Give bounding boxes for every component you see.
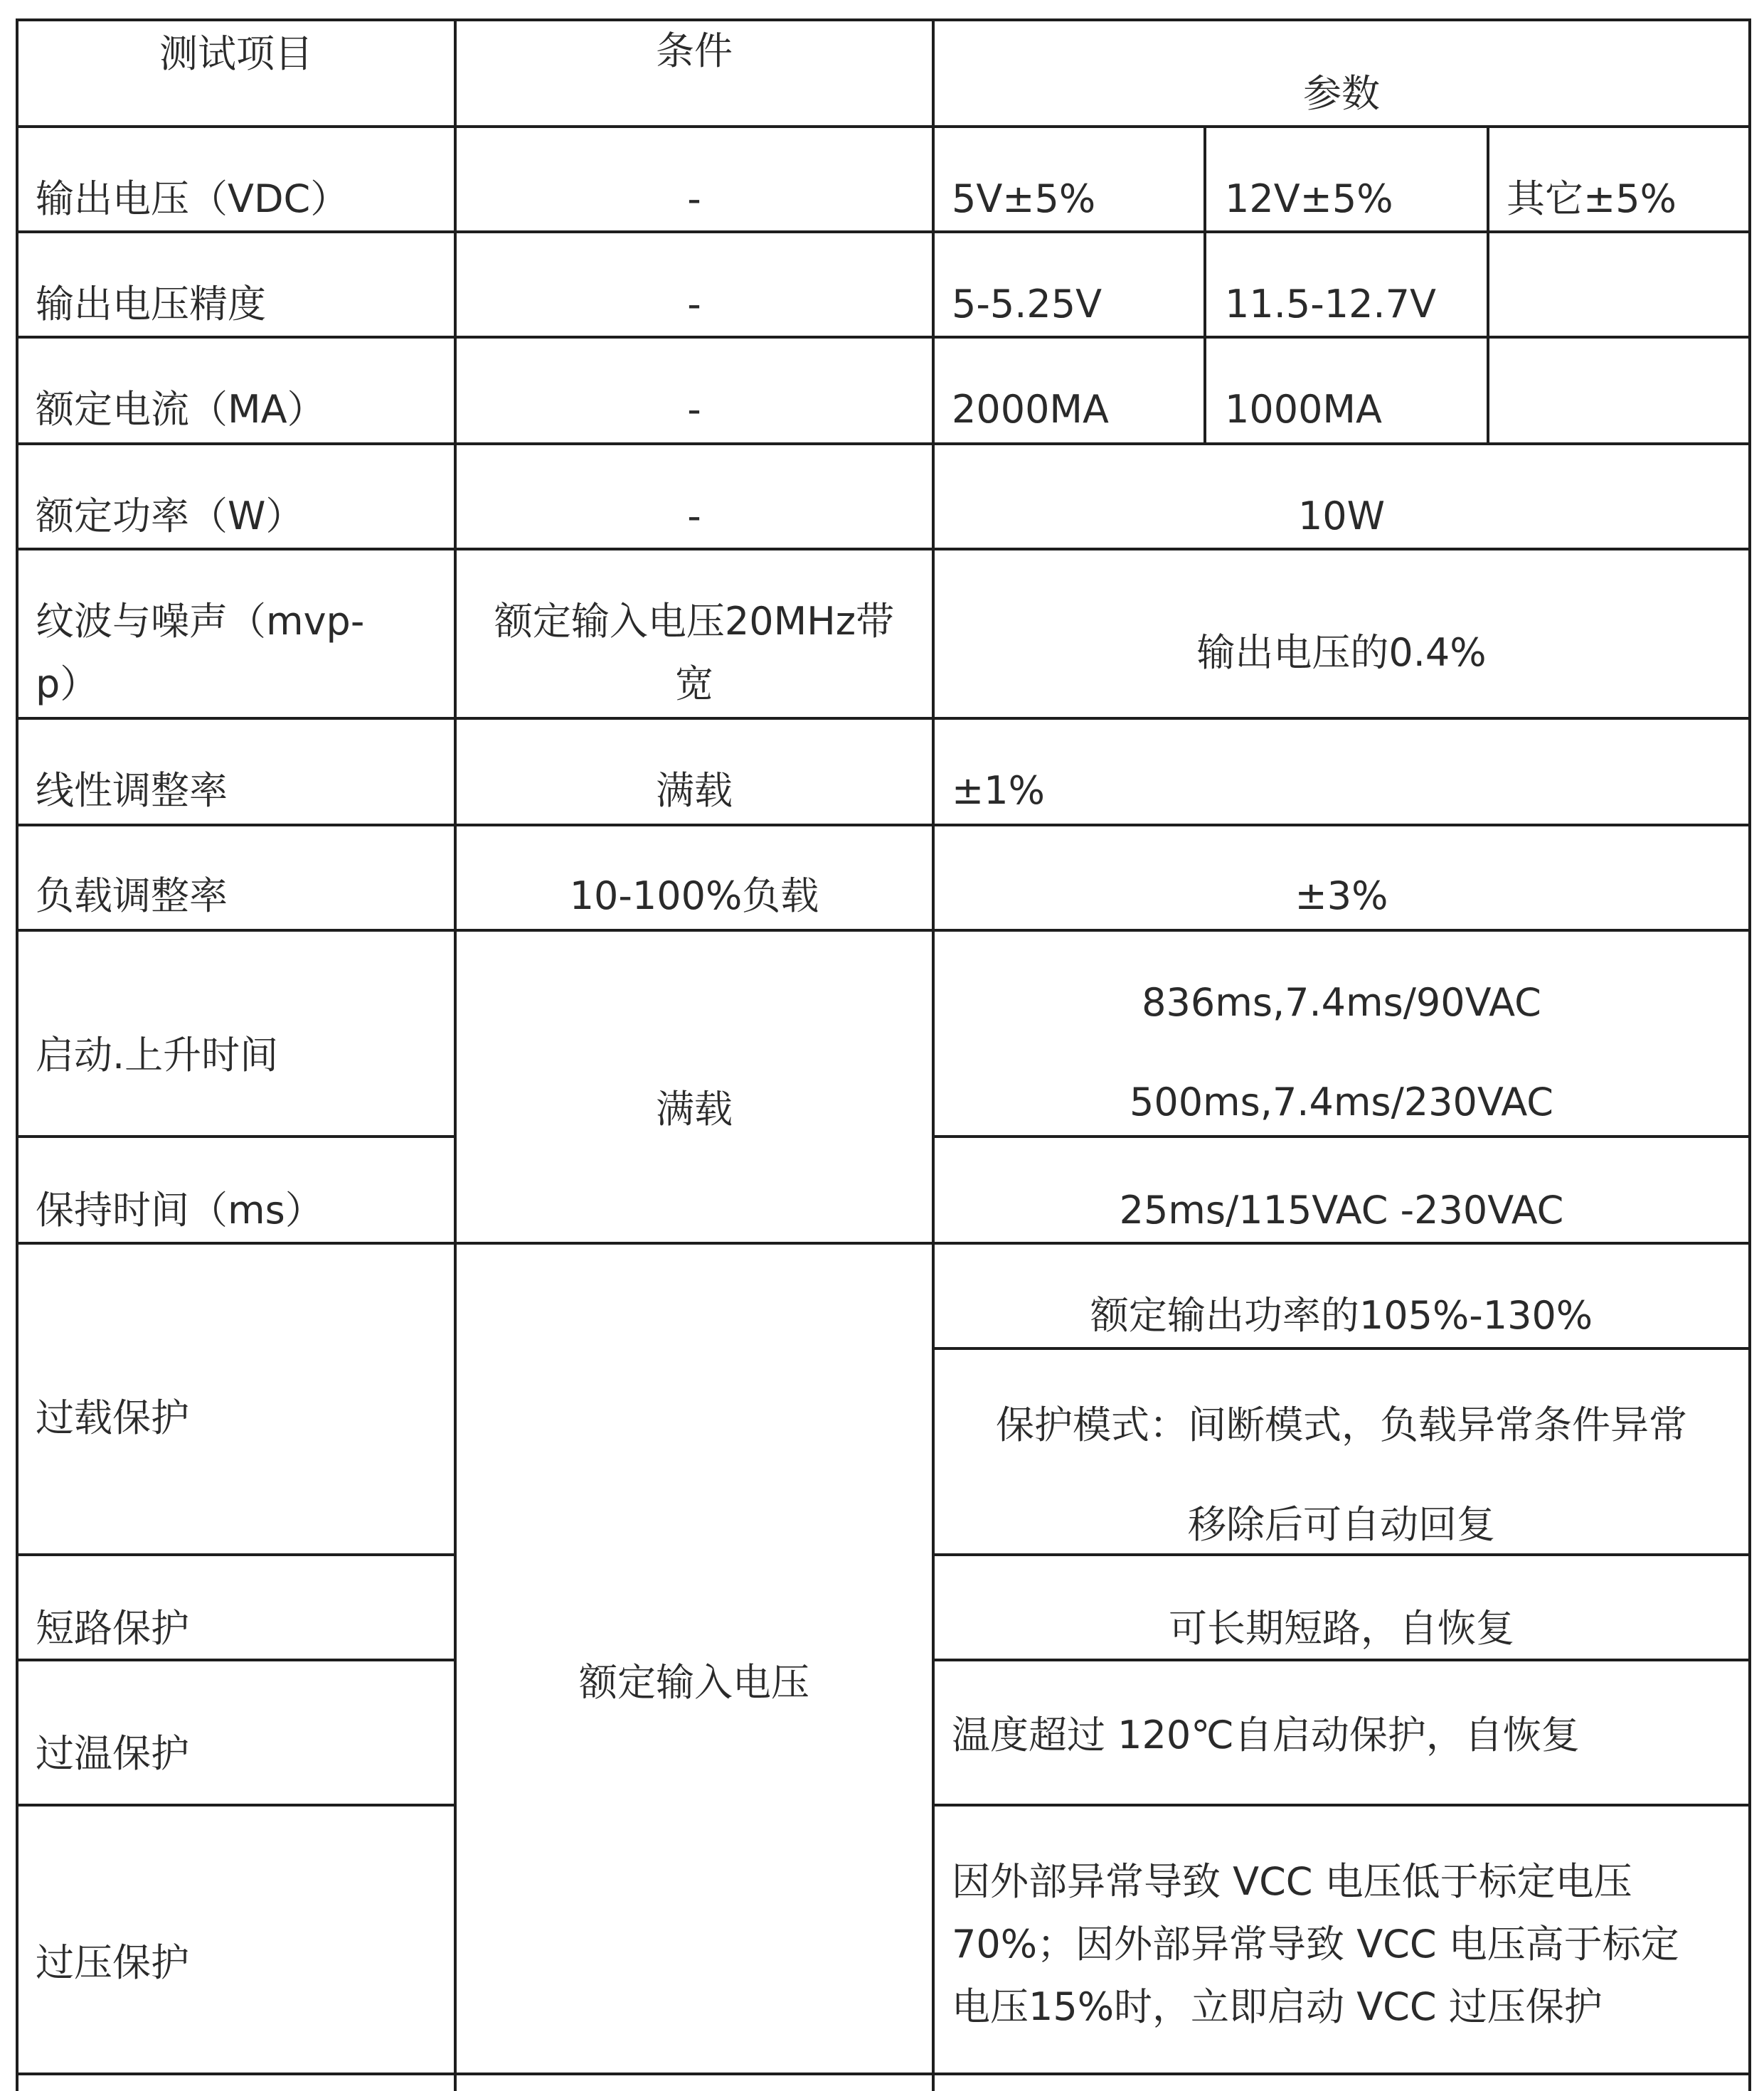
row-ripple-noise-condition-line2: 宽	[675, 661, 713, 706]
grid-line	[1487, 125, 1489, 445]
grid-line	[16, 18, 18, 2091]
row-hold-time-value: 25ms/115VAC -230VAC	[1119, 1188, 1564, 1233]
row-full-load-condition: 满载	[656, 1087, 733, 1132]
row-startup-value-line1: 836ms,7.4ms/90VAC	[1142, 980, 1541, 1025]
row-voltage-accuracy-5v: 5-5.25V	[952, 282, 1102, 326]
row-rated-current-condition: -	[687, 387, 701, 432]
grid-line	[932, 1347, 1751, 1350]
grid-line	[932, 1659, 1751, 1661]
grid-line	[16, 548, 1751, 550]
row-rated-current-item: 额定电流（MA）	[36, 387, 326, 432]
row-line-regulation-value: ±1%	[952, 768, 1045, 813]
row-rated-power-value: 10W	[1297, 494, 1386, 538]
row-over-voltage-item: 过压保护	[36, 1940, 189, 1985]
row-voltage-accuracy-12v: 11.5-12.7V	[1225, 282, 1436, 326]
row-rated-input-condition: 额定输入电压	[579, 1660, 809, 1705]
row-ripple-noise-condition-line1: 额定输入电压20MHz带	[494, 599, 895, 644]
row-load-regulation-item: 负载调整率	[36, 873, 228, 918]
row-startup-value-line2: 500ms,7.4ms/230VAC	[1129, 1080, 1554, 1124]
row-over-temp-value: 温度超过 120℃自启动保护，自恢复	[952, 1713, 1580, 1757]
header-parameters: 参数	[1303, 71, 1380, 116]
row-short-circuit-value: 可长期短路，自恢复	[1169, 1606, 1514, 1651]
grid-line	[16, 717, 1751, 720]
row-rated-current-12v: 1000MA	[1225, 387, 1382, 432]
grid-line	[932, 1135, 1751, 1138]
grid-line	[1204, 125, 1206, 445]
grid-line	[16, 230, 1751, 233]
row-load-regulation-condition: 10-100%负载	[569, 873, 819, 918]
row-load-regulation-value: ±3%	[1295, 873, 1388, 918]
grid-line	[16, 1242, 1751, 1245]
row-line-regulation-item: 线性调整率	[36, 768, 228, 813]
row-ripple-noise-item-line2: p）	[36, 661, 99, 706]
grid-line	[16, 336, 1751, 339]
grid-line	[16, 2073, 1751, 2075]
grid-line	[16, 1659, 457, 1661]
grid-line	[16, 1553, 457, 1556]
row-startup-item: 启动.上升时间	[36, 1033, 279, 1078]
row-overload-value2-line1: 保护模式：间断模式，负载异常条件异常	[996, 1403, 1687, 1447]
row-output-voltage-condition: -	[687, 176, 701, 221]
row-overload-value1: 额定输出功率的105%-130%	[1090, 1293, 1593, 1338]
row-output-voltage-5v: 5V±5%	[952, 176, 1096, 221]
row-short-circuit-item: 短路保护	[36, 1606, 189, 1651]
row-hold-time-item: 保持时间（ms）	[36, 1188, 324, 1233]
row-over-voltage-value-line2: 70%；因外部异常导致 VCC 电压高于标定	[952, 1922, 1679, 1967]
row-overload-item: 过载保护	[36, 1395, 189, 1440]
row-output-voltage-other: 其它±5%	[1507, 176, 1677, 221]
row-rated-current-5v: 2000MA	[952, 387, 1109, 432]
grid-line	[16, 1135, 457, 1138]
grid-line	[932, 18, 935, 2091]
grid-line	[16, 18, 1751, 21]
header-test-item: 测试项目	[159, 31, 313, 76]
row-over-voltage-value-line3: 电压15%时，立即启动 VCC 过压保护	[952, 1984, 1603, 2029]
grid-line	[932, 1804, 1751, 1807]
grid-line	[454, 18, 457, 2091]
row-ripple-noise-value: 输出电压的0.4%	[1196, 630, 1487, 675]
row-over-temp-item: 过温保护	[36, 1731, 189, 1776]
row-voltage-accuracy-condition: -	[687, 282, 701, 326]
row-voltage-accuracy-item: 输出电压精度	[36, 282, 266, 326]
row-line-regulation-condition: 满载	[656, 768, 733, 813]
grid-line	[1748, 18, 1751, 2091]
row-output-voltage-item: 输出电压（VDC）	[36, 176, 349, 221]
row-rated-power-item: 额定功率（W）	[36, 494, 304, 538]
row-overload-value2-line2: 移除后可自动回复	[1188, 1502, 1495, 1547]
row-over-voltage-value-line1: 因外部异常导致 VCC 电压低于标定电压	[952, 1859, 1632, 1904]
row-output-voltage-12v: 12V±5%	[1225, 176, 1393, 221]
row-ripple-noise-item-line1: 纹波与噪声（mvp-	[36, 599, 365, 644]
grid-line	[932, 1553, 1751, 1556]
header-condition: 条件	[656, 28, 733, 73]
grid-line	[16, 442, 1751, 445]
grid-line	[16, 125, 1751, 128]
grid-line	[16, 824, 1751, 826]
row-rated-power-condition: -	[687, 494, 701, 538]
grid-line	[16, 929, 1751, 932]
grid-line	[16, 1804, 457, 1807]
